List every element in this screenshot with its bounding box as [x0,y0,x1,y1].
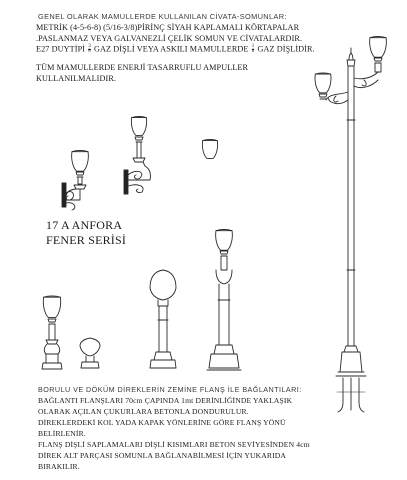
bottom-note-line-6: FLANŞ DİŞLİ SAPLAMALARI DİŞLİ KISIMLARI BETON SEVİYESİNDEN 4cm [38,440,310,449]
top-note-line-5: TÜM MAMULLERDE ENERJİ TASARRUFLU AMPULLER [36,63,249,72]
bottom-note-line-1: BORULU VE DÖKÜM DİREKLERİN ZEMİNE FLANŞ İLE BAĞLANTILARI: [38,385,302,394]
column-bowl-lamp [150,270,176,368]
top-note-line-4-c: GAZ DİŞLİDİR. [257,44,315,54]
top-note-line-4-a: E27 DUYTİPİ [36,44,86,54]
bottom-note-line-3: OLARAK AÇILAN ÇUKURLARA BETONLA DONDURULUR. [38,407,249,416]
wall-bracket-lamp-left [62,151,88,211]
series-title-line-1: 17 A ANFORA [46,218,123,232]
bottom-note-line-5: BELİRLENİR. [38,429,86,438]
double-arm-street-pole [315,37,386,413]
top-note-line-1: GENEL OLARAK MAMULLERDE KULLANILAN CİVATA-SOMUNLAR: [38,12,287,21]
fraction-denominator: 8 [88,49,91,54]
top-note-line-6: KULLANILMALIDIR. [36,74,117,83]
column-shade-lamp [207,230,241,371]
ground-bowl-lamp [80,338,100,368]
wall-bracket-lamp-middle [124,117,150,195]
fraction-numerator: 1 [251,44,255,49]
bottom-note-line-7: DİREK ALT PARÇASI SOMUNLA BAĞLANABİLMESİ İÇİN YUKARIDA [38,451,287,460]
series-title-line-2: FENER SERİSİ [46,233,127,247]
bottom-note-line-4: DİREKLERDEKİ KOL YADA KAPAK YÖNLERİNE GÖRE FLANŞ YÖNÜ [38,418,286,427]
top-note-line-2: METRİK (4-5-6-8) (5/16-3/8)PİRİNÇ SİYAH KAPLAMALI KÖRTAPALAR [36,23,300,32]
top-note-line-4-b: GAZ DİŞLİ VEYA ASKILI MAMULLERDE [94,44,249,54]
fraction-denominator: 8 [251,49,255,54]
top-note-line-3: .PASLANMAZ VEYA GALVANEZLİ ÇELİK SOMUN VE CİVATALARDIR. [36,34,303,43]
short-bollard-lamp [42,296,62,369]
bottom-note-line-8: BIRAKILIR. [38,462,80,471]
fraction-numerator: 3 [88,44,91,49]
loose-lamp-shade [202,140,217,159]
bottom-note-line-2: BAĞLANTI FLANŞLARI 70cm ÇAPINDA 1mt DERİNLİĞİNDE YAKLAŞIK [38,396,293,405]
